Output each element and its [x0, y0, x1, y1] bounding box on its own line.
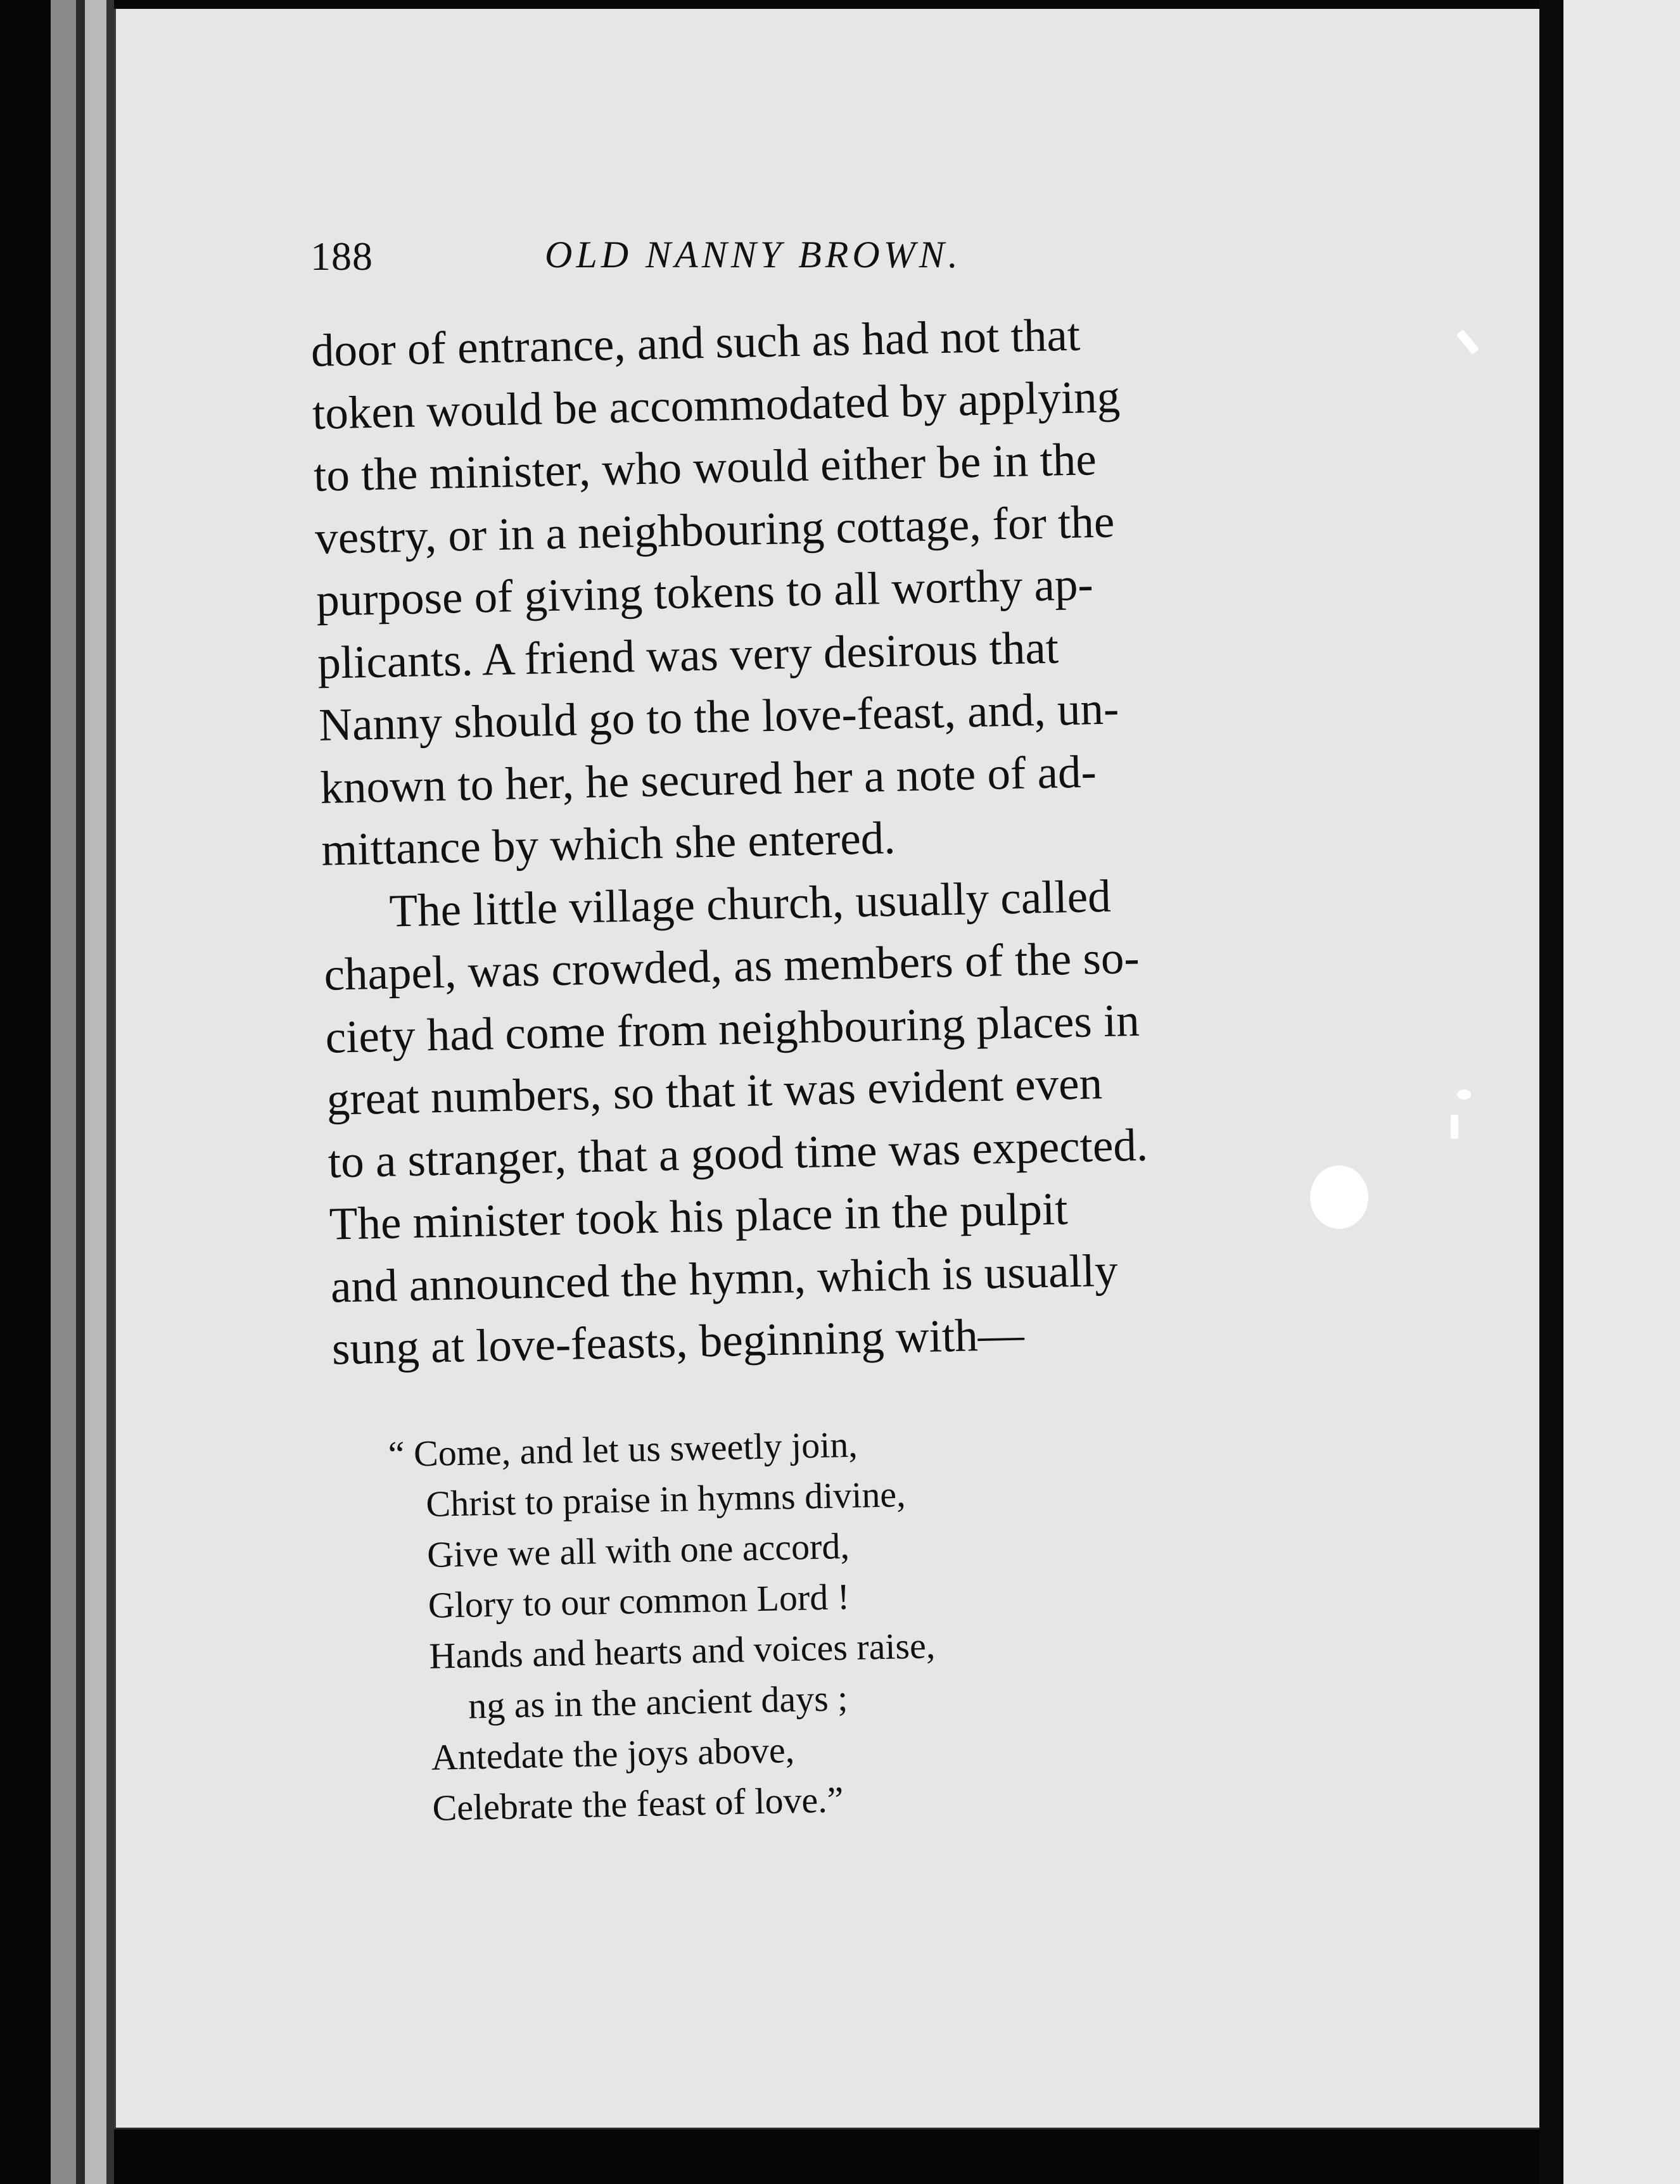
text-line: Nanny should go to the love-feast, and, un- [318, 682, 1119, 751]
body-text [310, 299, 1321, 1380]
text-line: and announced the hymn, which is usually [330, 1244, 1119, 1312]
text-line: known to her, he secured her a note of ad- [319, 745, 1097, 813]
book-edge [85, 0, 106, 2184]
page-gutter [1539, 0, 1563, 2184]
hymn-line: Antedate the joys above, [431, 1729, 795, 1778]
paragraph-2 [322, 861, 1321, 1380]
text-line: to a stranger, that a good time was expected. [327, 1119, 1149, 1188]
hymn-line: Give we all with one accord, [426, 1525, 850, 1575]
hymn-line: Celebrate the feast of love.” [431, 1779, 844, 1829]
text-line: purpose of giving tokens to all worthy ap- [315, 558, 1094, 626]
book-edge [76, 0, 85, 2184]
paragraph-1 [310, 299, 1310, 881]
running-title: OLD NANNY BROWN. [545, 234, 962, 276]
text-line: token would be accommodated by applying [312, 370, 1121, 439]
hymn-line: Hands and hearts and voices raise, [428, 1625, 936, 1677]
scan-speck [1457, 1089, 1471, 1100]
page-number: 188 [310, 234, 373, 279]
hymn-line: ng as in the ancient days ; [468, 1677, 848, 1727]
text-line: The minister took his place in the pulpit [329, 1183, 1069, 1250]
text-line: door of entrance, and such as had not that [310, 308, 1081, 376]
hymn-line: Glory to our common Lord ! [428, 1576, 850, 1626]
hymn-verse [388, 1411, 1256, 1834]
text-line: chapel, was crowded, as members of the so- [323, 931, 1140, 1000]
text-line: vestry, or in a neighbouring cottage, for the [314, 495, 1116, 564]
book-edge [51, 0, 76, 2184]
text-line: sung at love-feasts, beginning with— [331, 1308, 1025, 1375]
facing-page-edge [1563, 0, 1680, 2184]
text-line: to the minister, who would either be in the [313, 433, 1097, 501]
text-line: great numbers, so that it was evident even [326, 1057, 1103, 1125]
text-line: plicants. A friend was very desirous that [317, 621, 1059, 689]
hymn-line: “ Come, and let us sweetly join, [388, 1423, 858, 1475]
text-line: mittance by which she entered. [321, 811, 896, 875]
text-line: The little village church, usually called [388, 870, 1112, 937]
hymn-line: Christ to praise in hymns divine, [425, 1473, 907, 1525]
scan-speck [1451, 1115, 1458, 1139]
scan-speck [1310, 1165, 1368, 1229]
text-line: ciety had come from neighbouring places in [324, 994, 1140, 1063]
book-edge [106, 0, 114, 2184]
